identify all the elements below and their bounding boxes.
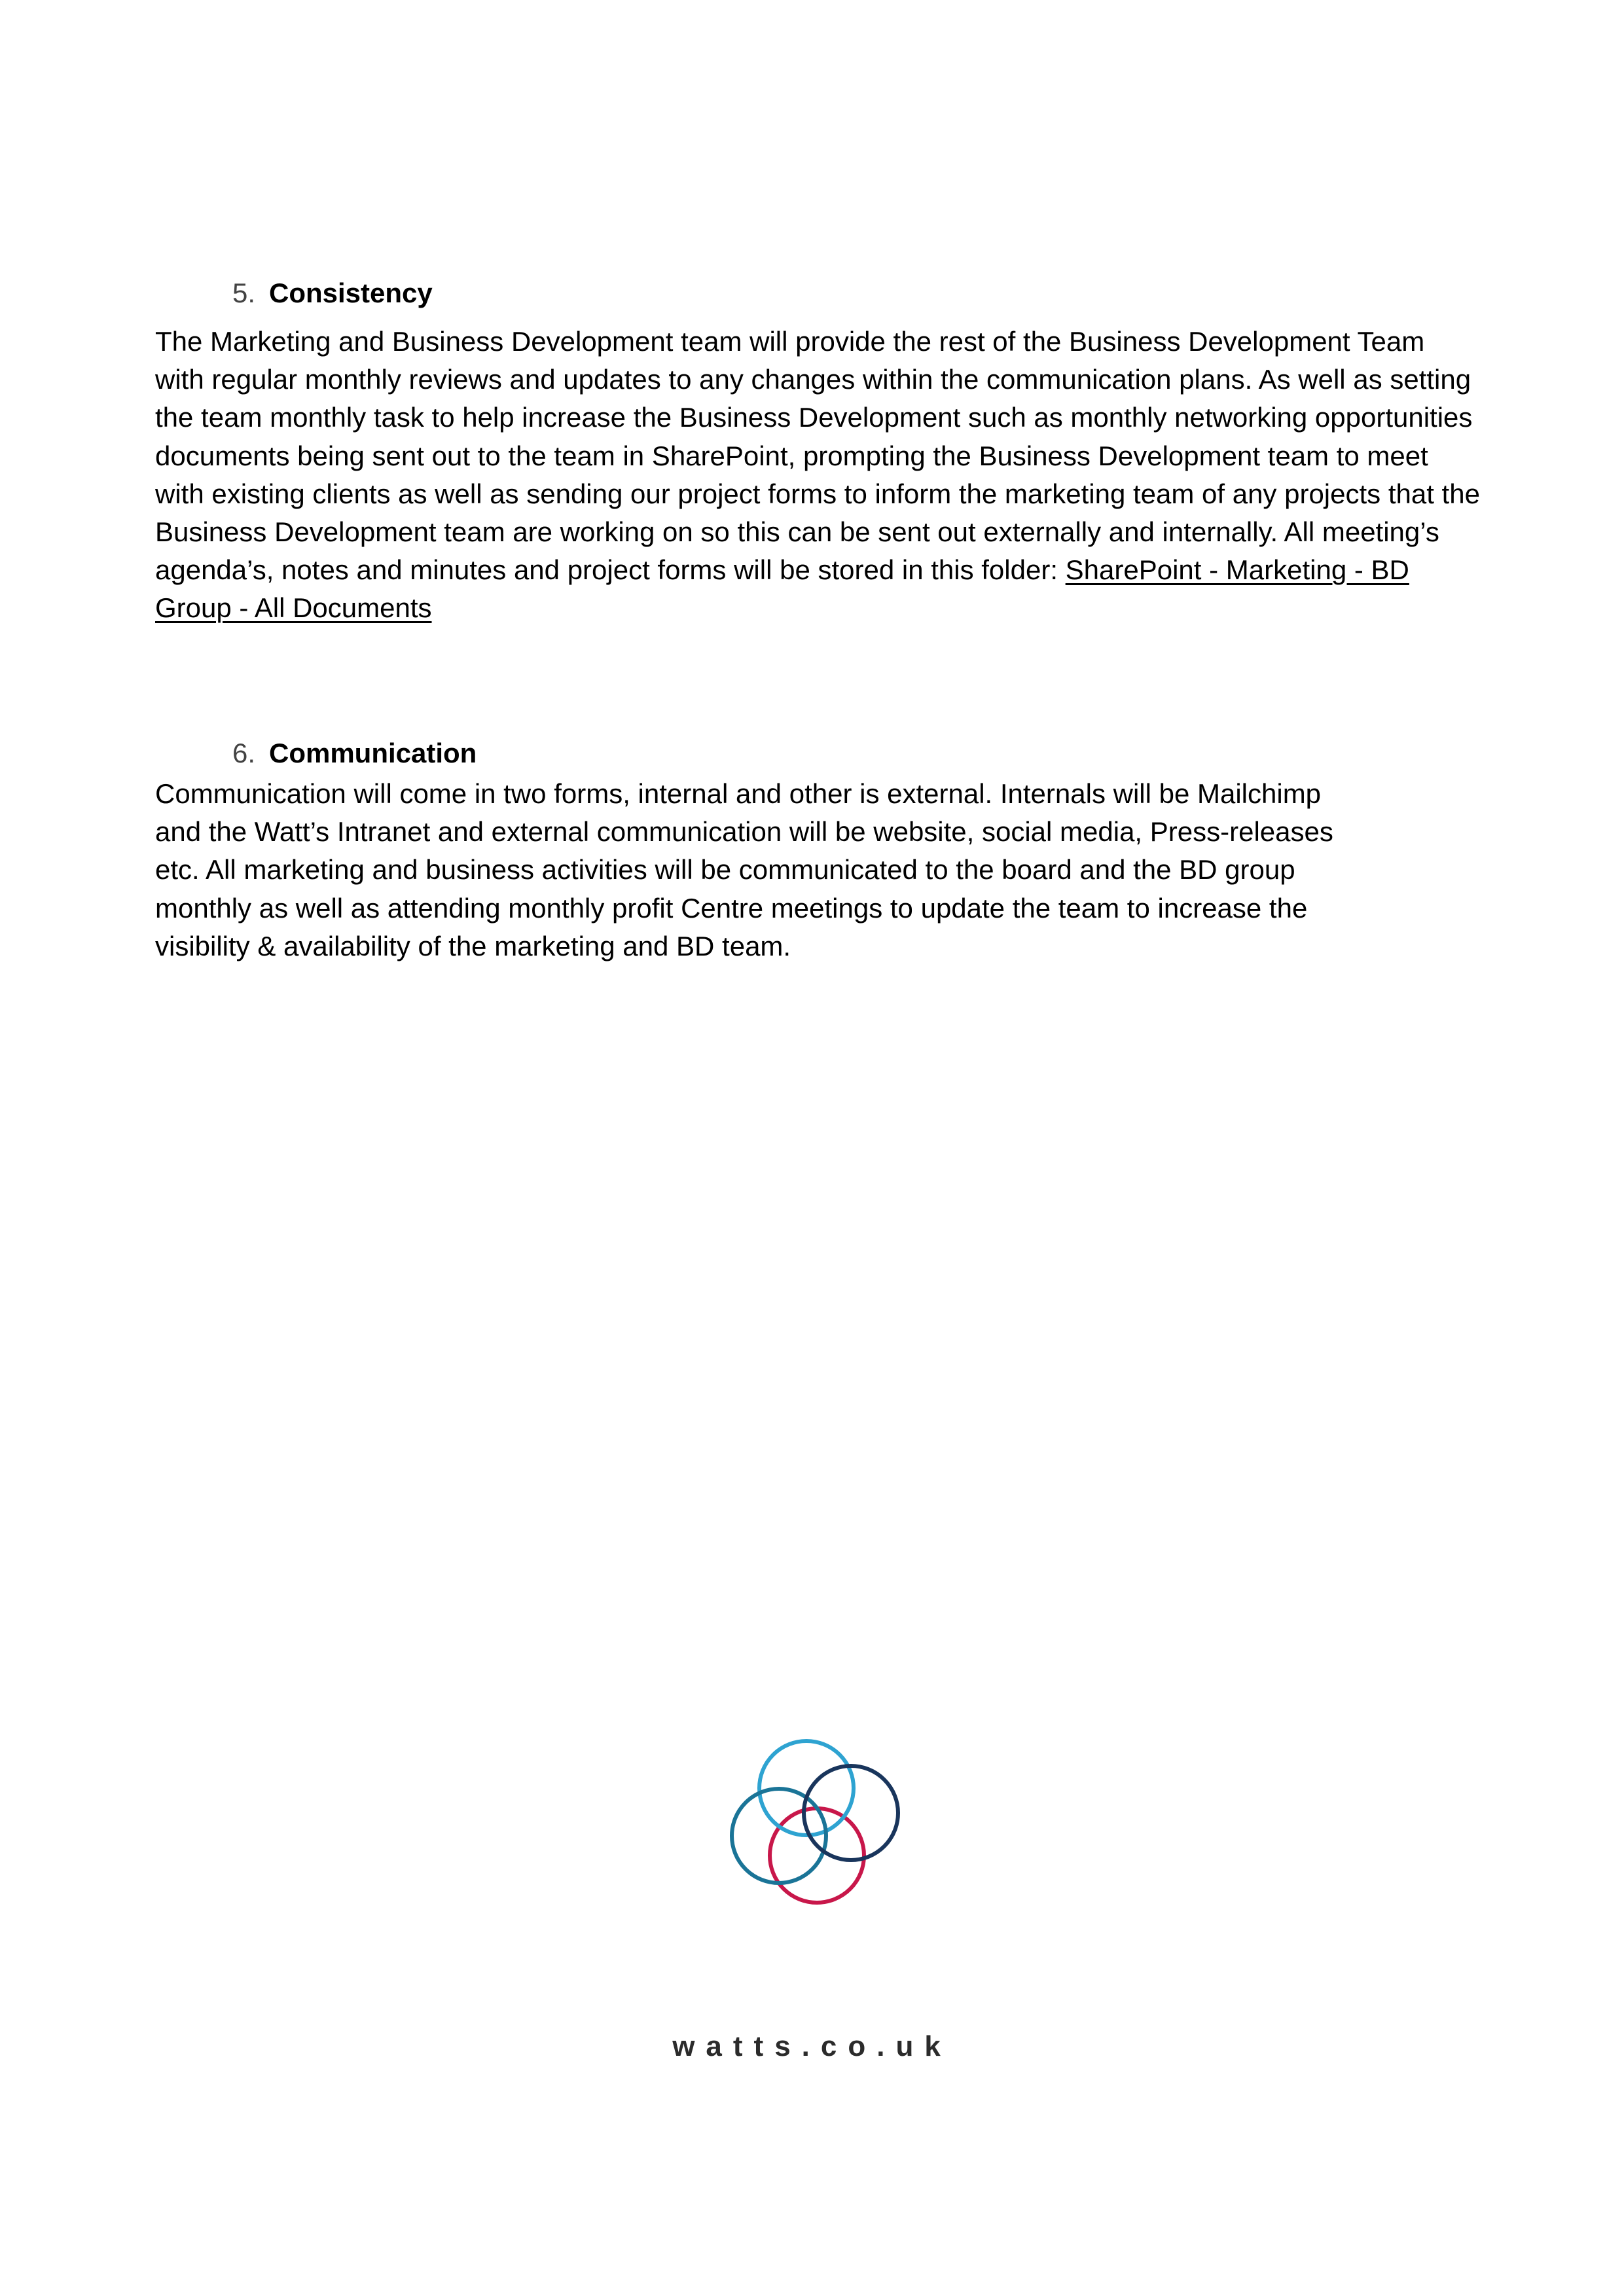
- section-heading: [155, 274, 1484, 312]
- section-body: Communication will come in two forms, internal and other is external. Internals will be Mailchimp and the Watt’s Intranet and external communication will be website, social media, Press-releases etc. All marketing and business activities will be communicated to the board and the BD group monthly as well as attending monthly profit Centre meetings to update the team to increase the visibility & availability of the marketing and BD team.: [155, 778, 1333, 961]
- section-number: 5.: [232, 278, 256, 308]
- sharepoint-folder-link[interactable]: SharePoint - Marketing - BD Group - All Documents: [155, 554, 1409, 624]
- footer-website-url: watts.co.uk: [672, 2030, 952, 2062]
- section-heading: [155, 734, 1484, 772]
- section-body-text: The Marketing and Business Development team will provide the rest of the Business Development Team with regular monthly reviews and updates to any changes within the communication plans. As well as setting the team monthly task to help increase the Business Development such as monthly networking opportunities documents being sent out to the team in SharePoint, prompting the Business Development team to meet with existing clients as well as sending our project forms to inform the marketing team of any projects that the Business Development team are working on so this can be sent out externally and internally. All meeting’s agenda’s, notes and minutes and project forms will be stored in this folder:: [155, 326, 1480, 586]
- logo-ring-red: [770, 1808, 864, 1903]
- section-number: 6.: [232, 738, 256, 768]
- section-body: [155, 323, 1484, 628]
- watts-logo-icon: [720, 1728, 910, 1918]
- section-communication: [155, 734, 1484, 965]
- section-title: Communication: [269, 738, 477, 768]
- section-consistency: [155, 274, 1484, 628]
- section-title: Consistency: [269, 278, 433, 308]
